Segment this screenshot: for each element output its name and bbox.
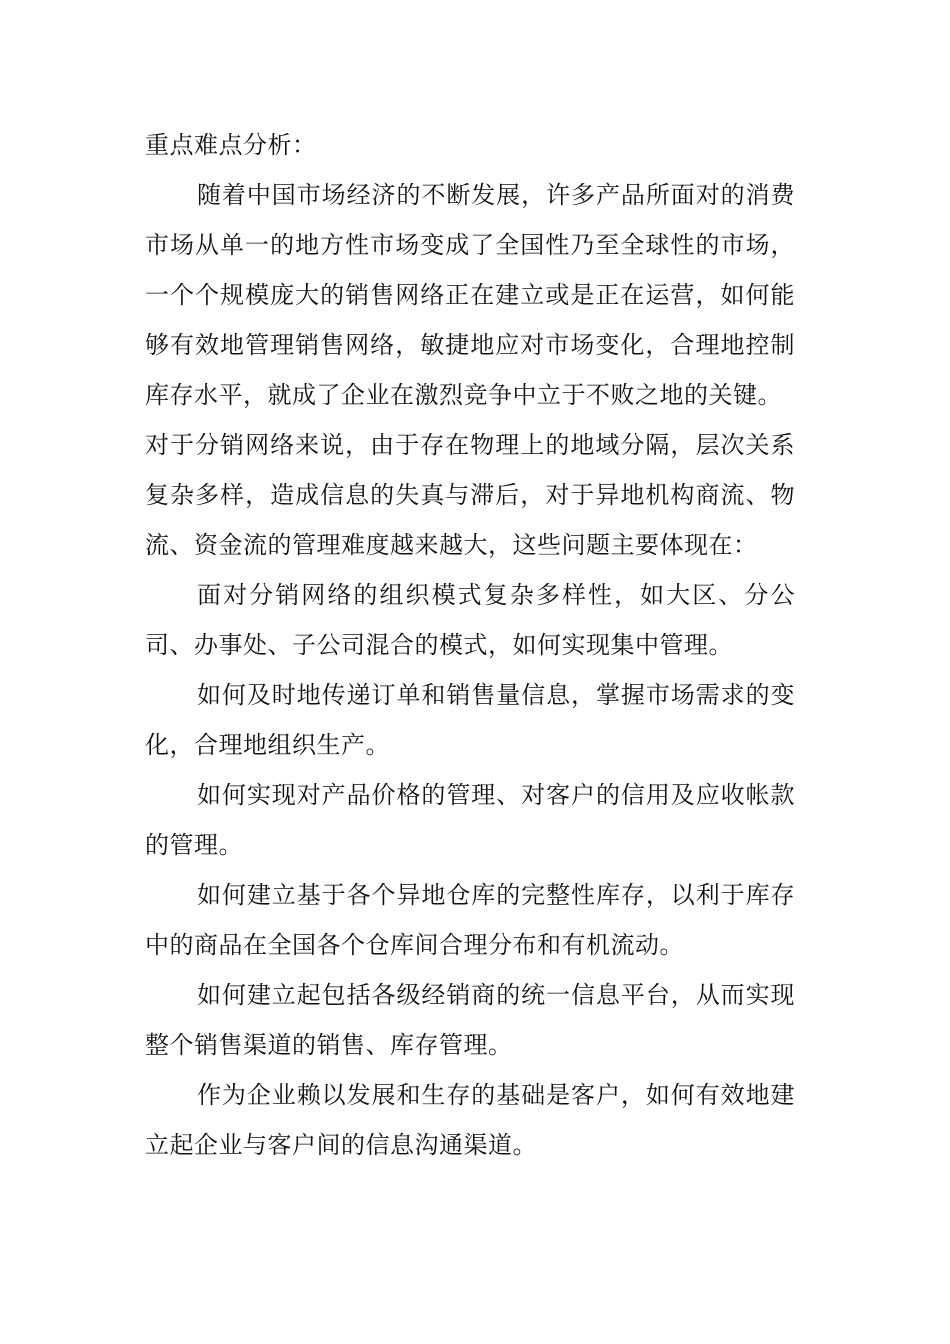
paragraph-customer-communication: 作为企业赖以发展和生存的基础是客户，如何有效地建立起企业与客户间的信息沟通渠道。: [145, 1081, 795, 1159]
paragraph-distribution-network: 对于分销网络来说，由于存在物理上的地域分隔，层次关系复杂多样，造成信息的失真与滞后，对于异地机构商流、物流、资金流的管理难度越来越大，这些问题主要体现在：: [145, 431, 795, 559]
document-body: [145, 120, 795, 1170]
paragraph-order-information: 如何及时地传递订单和销售量信息，掌握市场需求的变化，合理地组织生产。: [145, 681, 795, 759]
paragraph-centralized-management: 面对分销网络的组织模式复杂多样性，如大区、分公司、办事处、子公司混合的模式，如何实现集中管理。: [145, 581, 795, 659]
paragraph-information-platform: 如何建立起包括各级经销商的统一信息平台，从而实现整个销售渠道的销售、库存管理。: [145, 981, 795, 1059]
paragraph-inventory: 如何建立基于各个异地仓库的完整性库存，以利于库存中的商品在全国各个仓库间合理分布和有机流动。: [145, 881, 795, 959]
section-heading: 重点难点分析：: [145, 131, 317, 159]
paragraph-market-development: 随着中国市场经济的不断发展，许多产品所面对的消费市场从单一的地方性市场变成了全国性乃至全球性的市场，一个个规模庞大的销售网络正在建立或是正在运营，如何能够有效地管理销售网络，敏捷地应对市场变化，合理地控制库存水平，就成了企业在激烈竞争中立于不败之地的关键。: [145, 181, 795, 409]
paragraph-price-credit: 如何实现对产品价格的管理、对客户的信用及应收帐款的管理。: [145, 781, 795, 859]
